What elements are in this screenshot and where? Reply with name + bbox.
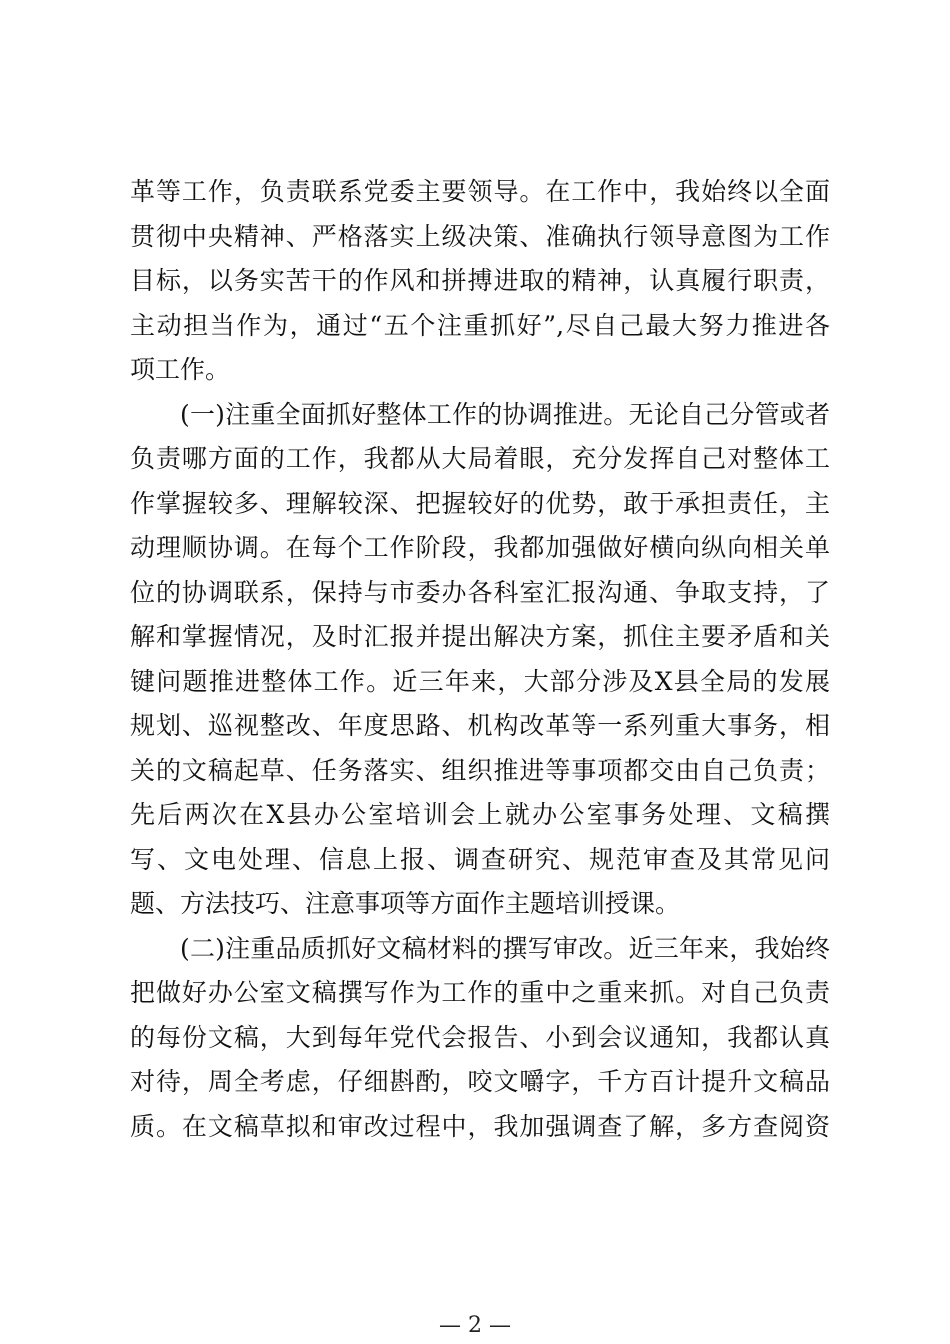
text-line: 位的协调联系，保持与市委办各科室汇报沟通、争取支持，了 <box>130 577 830 607</box>
text-line: (一)注重全面抓好整体工作的协调推进。无论自己分管或者 <box>180 399 830 429</box>
text-line: 把做好办公室文稿撰写作为工作的重中之重来抓。对自己负责 <box>130 978 830 1007</box>
text-line: 的每份文稿，大到每年党代会报告、小到会议通知，我都认真 <box>130 1022 830 1052</box>
text-line: (二)注重品质抓好文稿材料的撰写审改。近三年来，我始终 <box>180 933 830 963</box>
text-line: 项工作。 <box>130 355 231 384</box>
text-line: 负责哪方面的工作，我都从大局着眼，充分发挥自己对整体工 <box>130 444 830 473</box>
text-line: 革等工作，负责联系党委主要领导。在工作中，我始终以全面 <box>130 177 830 206</box>
text-line: 对待，周全考虑，仔细斟酌，咬文嚼字，千方百计提升文稿品 <box>130 1067 830 1096</box>
text-line: 质。在文稿草拟和审改过程中，我加强调查了解，多方查阅资 <box>130 1111 830 1141</box>
page-number: — 2 — <box>439 1313 511 1338</box>
text-line: 目标，以务实苦干的作风和拼搏进取的精神，认真履行职责， <box>130 266 830 295</box>
text-line: 先后两次在X县办公室培训会上就办公室事务处理、文稿撰 <box>130 800 830 829</box>
text-line: 解和掌握情况，及时汇报并提出解决方案，抓住主要矛盾和关 <box>130 622 830 651</box>
text-line: 主动担当作为，通过“五个注重抓好”,尽自己最大努力推进各 <box>130 310 830 340</box>
text-line: 规划、巡视整改、年度思路、机构改革等一系列重大事务，相 <box>130 711 830 740</box>
text-line: 动理顺协调。在每个工作阶段，我都加强做好横向纵向相关单 <box>130 533 830 562</box>
text-line: 键问题推进整体工作。近三年来，大部分涉及X县全局的发展 <box>130 666 830 696</box>
text-line: 贯彻中央精神、严格落实上级决策、准确执行领导意图为工作 <box>130 221 830 251</box>
document-body <box>130 170 830 1149</box>
text-line: 作掌握较多、理解较深、把握较好的优势，敢于承担责任，主 <box>130 488 830 518</box>
text-line: 题、方法技巧、注意事项等方面作主题培训授课。 <box>130 889 681 918</box>
text-line: 写、文电处理、信息上报、调查研究、规范审查及其常见问 <box>130 844 830 874</box>
text-line: 关的文稿起草、任务落实、组织推进等事项都交由自己负责； <box>130 755 830 785</box>
